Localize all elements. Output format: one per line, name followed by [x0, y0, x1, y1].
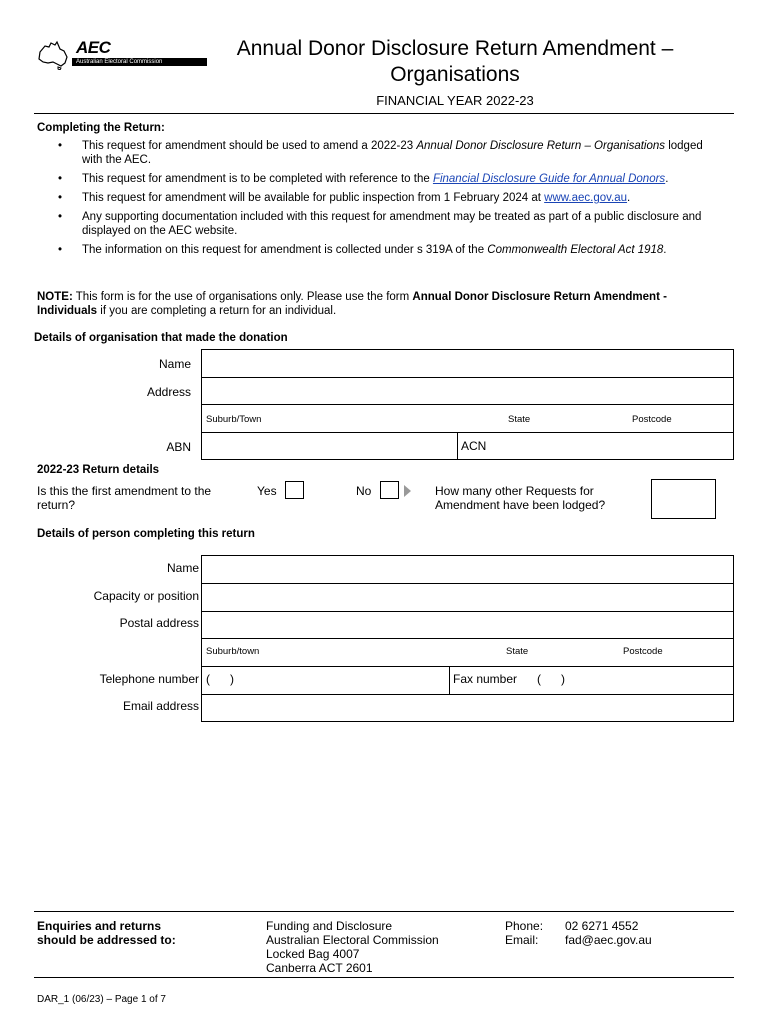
acn-input[interactable] — [490, 433, 733, 459]
fax-label: Fax number — [453, 672, 518, 686]
org-state-label: State — [508, 414, 531, 425]
org-address-label: Address — [146, 385, 191, 399]
no-checkbox[interactable] — [380, 481, 399, 499]
other-requests-question: How many other Requests for Amendment have been lodged? — [435, 484, 606, 512]
logo-text: AEC — [76, 38, 111, 57]
aec-website-link[interactable]: www.aec.gov.au — [544, 192, 628, 204]
abn-input[interactable] — [202, 433, 457, 459]
contact-labels: Phone: Email: — [505, 919, 544, 947]
person-suburb-label: Suburb/town — [206, 646, 260, 657]
telephone-label: Telephone number — [99, 672, 199, 686]
org-name-input[interactable] — [202, 350, 733, 377]
fax-area-code: ( ) — [537, 672, 565, 686]
enquiries-heading: Enquiries and returns should be addressed to: — [37, 919, 176, 947]
email-input[interactable] — [202, 695, 733, 721]
header-divider — [34, 113, 734, 114]
postal-address-label: Postal address — [119, 616, 199, 630]
person-postcode-label: Postcode — [623, 646, 663, 657]
org-address-input[interactable] — [202, 378, 733, 404]
org-details-heading: Details of organisation that made the donation — [34, 332, 288, 344]
no-label: No — [356, 484, 372, 498]
acn-label: ACN — [461, 439, 487, 453]
first-amendment-question: Is this the first amendment to the return? — [37, 484, 212, 512]
list-item: • This request for amendment will be available for public inspection from 1 February 2024 at www.aec.gov.au. — [58, 191, 708, 205]
yes-label: Yes — [257, 484, 277, 498]
telephone-area-code: ( ) — [206, 672, 234, 686]
yes-checkbox[interactable] — [285, 481, 304, 499]
other-requests-count-input[interactable] — [651, 479, 716, 519]
contact-values — [565, 919, 652, 947]
person-state-label: State — [506, 646, 529, 657]
arrow-right-icon — [404, 485, 411, 497]
page-title: Annual Donor Disclosure Return Amendment – Organisations — [236, 37, 674, 86]
footer-divider-top — [34, 911, 734, 912]
financial-year: FINANCIAL YEAR 2022-23 — [376, 93, 534, 108]
aec-logo — [36, 40, 176, 74]
list-item: • This request for amendment should be used to amend a 2022-23 Annual Donor Disclosure Return – Organisations lodged with the AEC. — [58, 139, 708, 167]
org-name-label: Name — [158, 357, 191, 371]
note-text: NOTE: This form is for the use of organisations only. Please use the form Annual Donor Disclosure Return Amendment - Individuals if you are completing a return for an individual. — [37, 291, 667, 317]
telephone-input[interactable] — [202, 667, 449, 694]
org-postcode-label: Postcode — [632, 414, 672, 425]
list-item: • This request for amendment is to be completed with reference to the Financial Disclosure Guide for Annual Donors. — [58, 172, 708, 186]
fax-input[interactable] — [530, 667, 733, 694]
return-details-heading: 2022-23 Return details — [37, 464, 160, 476]
person-name-input[interactable] — [202, 556, 733, 583]
list-item: • The information on this request for amendment is collected under s 319A of the Commonwealth Electoral Act 1918. — [58, 243, 708, 257]
person-details-heading: Details of person completing this return — [37, 528, 255, 540]
email-label: Email address — [122, 699, 199, 713]
australia-map-icon — [36, 40, 70, 70]
postal-address: Funding and Disclosure Australian Electoral Commission Locked Bag 4007 Canberra ACT 2601 — [266, 919, 439, 975]
completing-heading: Completing the Return: — [37, 122, 165, 134]
financial-guide-link[interactable]: Financial Disclosure Guide for Annual Donors — [432, 173, 666, 185]
email-address: fad@aec.gov.au — [565, 933, 652, 947]
logo-subtitle: Australian Electoral Commission — [72, 58, 207, 66]
abn-label: ABN — [166, 440, 191, 454]
instructions-list — [58, 139, 708, 262]
phone-number: 02 6271 4552 — [565, 919, 639, 933]
footer-divider-bottom — [34, 977, 734, 978]
capacity-label: Capacity or position — [93, 589, 199, 603]
postal-address-input[interactable] — [202, 612, 733, 638]
org-suburb-label: Suburb/Town — [206, 414, 262, 425]
capacity-input[interactable] — [202, 584, 733, 611]
person-name-label: Name — [166, 561, 199, 575]
page-reference: DAR_1 (06/23) – Page 1 of 7 — [37, 994, 166, 1005]
list-item: • Any supporting documentation included with this request for amendment may be treated as part of a public disclosure and displayed on the AEC website. — [58, 210, 708, 238]
